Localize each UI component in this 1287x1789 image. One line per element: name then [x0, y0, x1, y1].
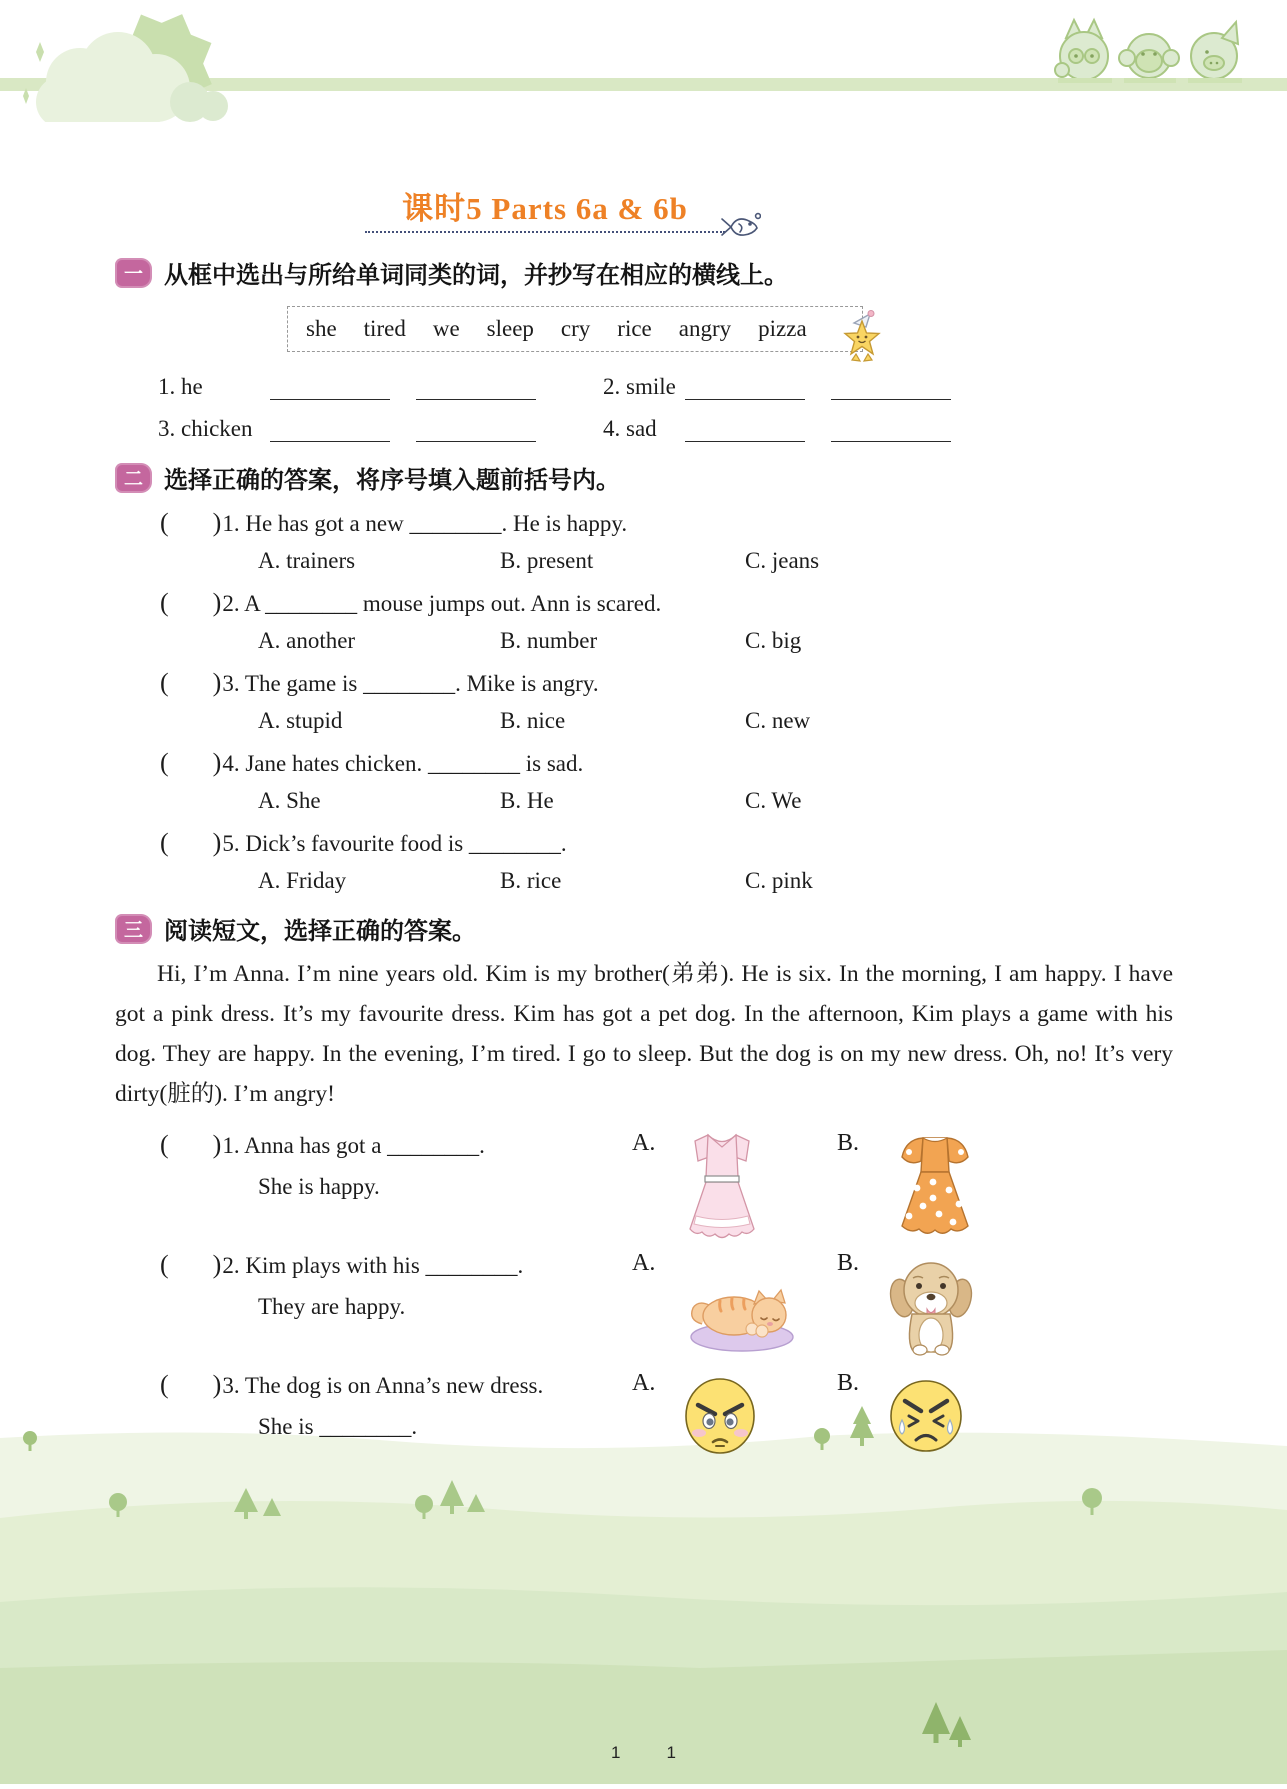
answer-bracket: (: [160, 1250, 169, 1279]
option-label: C. big: [745, 628, 802, 653]
options-row: [258, 548, 1173, 575]
classify-items: [158, 370, 1173, 442]
picture-option-b: [837, 1250, 975, 1366]
answer-blank: [831, 377, 951, 400]
option-label: A. Friday: [258, 868, 347, 893]
word-bank-word: cry: [560, 316, 591, 341]
option-label: C. new: [745, 708, 811, 733]
option-label: B. present: [500, 548, 594, 573]
answer-bracket: (: [160, 1130, 169, 1159]
choice-question: [160, 508, 1173, 535]
answer-bracket: (: [160, 588, 169, 617]
crying-face-image: [887, 1376, 965, 1462]
section-badge: 一: [115, 258, 152, 288]
option-label: A. stupid: [258, 708, 343, 733]
option-label: B.: [837, 1130, 860, 1156]
options-row: [258, 868, 1173, 895]
options-row: [258, 628, 1173, 655]
item-label: 4. sad: [603, 416, 657, 441]
item-label: 1. he: [158, 374, 203, 399]
question-stem: 3. The dog is on Anna’s new dress.: [222, 1373, 544, 1398]
answer-bracket: (: [160, 508, 169, 537]
worksheet-content: [115, 183, 1173, 1490]
classify-item: [158, 412, 603, 442]
options-row: [258, 788, 1173, 815]
answer-bracket: ): [212, 1130, 222, 1159]
option-label: B. rice: [500, 868, 562, 893]
choice-question: [160, 668, 1173, 695]
classify-item: [603, 370, 1173, 400]
question-stem: 1. He has got a new ________. He is happy.: [222, 511, 628, 536]
answer-blank: [416, 377, 536, 400]
star-mascot-icon: [838, 309, 886, 369]
section-heading: 选择正确的答案，将序号填入题前括号内。: [164, 467, 620, 494]
answer-bracket: (: [160, 828, 169, 857]
word-bank-word: pizza: [758, 316, 807, 341]
question-line2: They are happy.: [258, 1294, 406, 1319]
picture-option-b: [837, 1130, 983, 1248]
section-one-header: [115, 255, 1173, 290]
word-bank-word: tired: [363, 316, 406, 341]
page-number-row: [0, 1743, 1287, 1763]
answer-bracket: ): [212, 508, 222, 537]
question-stem: 4. Jane hates chicken. ________ is sad.: [222, 751, 584, 776]
picture-option-b: [837, 1370, 965, 1462]
answer-bracket: ): [212, 1370, 222, 1399]
option-label: A. trainers: [258, 548, 356, 573]
picture-question: [160, 1130, 1173, 1250]
answer-bracket: (: [160, 1370, 169, 1399]
word-bank-word: rice: [617, 316, 652, 341]
option-label: C. We: [745, 788, 802, 813]
section-badge: 二: [115, 463, 152, 493]
answer-bracket: ): [212, 588, 222, 617]
classify-item: [603, 412, 1173, 442]
word-bank-word: she: [306, 316, 337, 341]
option-label: A. She: [258, 788, 321, 813]
answer-blank: [416, 419, 536, 442]
question-text: [160, 1130, 632, 1200]
option-label: B. nice: [500, 708, 566, 733]
word-bank-word: angry: [678, 316, 732, 341]
sun-cloud-decoration: [10, 4, 242, 127]
picture-option-a: [632, 1370, 837, 1462]
question-stem: 2. A ________ mouse jumps out. Ann is scared.: [222, 591, 662, 616]
section-two-header: [115, 460, 1173, 495]
section-badge: 三: [115, 914, 152, 944]
item-label: 2. smile: [603, 374, 676, 399]
page-number: 1: [666, 1743, 676, 1762]
picture-option-a: [632, 1250, 837, 1360]
word-bank-box: [287, 306, 863, 352]
answer-blank: [685, 419, 805, 442]
options-row: [258, 708, 1173, 735]
word-bank-word: sleep: [486, 316, 534, 341]
option-label: A.: [632, 1130, 656, 1156]
page-number: 1: [611, 1743, 621, 1762]
question-stem: 5. Dick’s favourite food is ________.: [222, 831, 567, 856]
title-underline: [365, 231, 725, 233]
option-label: A.: [632, 1370, 656, 1396]
picture-question: [160, 1250, 1173, 1370]
reading-passage: Hi, I’m Anna. I’m nine years old. Kim is my brother(弟弟). He is six. In the morning, I am happy. I have got a pink dress. It’s my favourite dress. Kim has got a pet dog. In the afternoon, Kim plays a game with his dog. They are happy. In the evening, I’m tired. I go to sleep. But the dog is on my new dress. Oh, no! It’s very dirty(脏的). I’m angry!: [115, 961, 1173, 1107]
word-bank-word: we: [432, 316, 460, 341]
lesson-title-block: [115, 183, 975, 233]
answer-bracket: ): [212, 828, 222, 857]
orange-dress-image: [887, 1130, 983, 1248]
answer-bracket: (: [160, 668, 169, 697]
question-stem: 3. The game is ________. Mike is angry.: [222, 671, 599, 696]
fish-doodle-icon: [719, 212, 761, 247]
pink-dress-image: [682, 1130, 762, 1252]
animal-mascots-decoration: [1052, 14, 1248, 91]
question-text: [160, 1250, 632, 1320]
section-heading: 阅读短文，选择正确的答案。: [164, 918, 476, 945]
answer-blank: [270, 377, 390, 400]
section-three-header: [115, 911, 1173, 946]
puppy-image: [887, 1250, 975, 1366]
option-label: B.: [837, 1370, 860, 1396]
choice-question: [160, 828, 1173, 855]
lesson-title: 课时5 Parts 6a & 6b: [402, 191, 688, 226]
item-label: 3. chicken: [158, 416, 253, 441]
option-label: C. pink: [745, 868, 813, 893]
picture-option-a: [632, 1130, 837, 1252]
option-label: B. He: [500, 788, 554, 813]
question-line2: She is ________.: [258, 1414, 418, 1439]
question-text: [160, 1370, 632, 1440]
angry-face-image: [682, 1376, 758, 1462]
question-line2: She is happy.: [258, 1174, 380, 1199]
answer-bracket: ): [212, 748, 222, 777]
question-stem: 1. Anna has got a ________.: [222, 1133, 485, 1158]
section-heading: 从框中选出与所给单词同类的词，并抄写在相应的横线上。: [164, 262, 788, 289]
answer-blank: [685, 377, 805, 400]
option-label: B.: [837, 1250, 860, 1276]
option-label: C. jeans: [745, 548, 820, 573]
option-label: A.: [632, 1250, 656, 1276]
question-stem: 2. Kim plays with his ________.: [222, 1253, 524, 1278]
picture-question: [160, 1370, 1173, 1490]
sleeping-cat-image: [682, 1274, 802, 1360]
answer-bracket: (: [160, 748, 169, 777]
choice-question: [160, 748, 1173, 775]
option-label: B. number: [500, 628, 598, 653]
choice-question: [160, 588, 1173, 615]
answer-bracket: ): [212, 668, 222, 697]
answer-blank: [831, 419, 951, 442]
classify-item: [158, 370, 603, 400]
answer-blank: [270, 419, 390, 442]
option-label: A. another: [258, 628, 356, 653]
answer-bracket: ): [212, 1250, 222, 1279]
